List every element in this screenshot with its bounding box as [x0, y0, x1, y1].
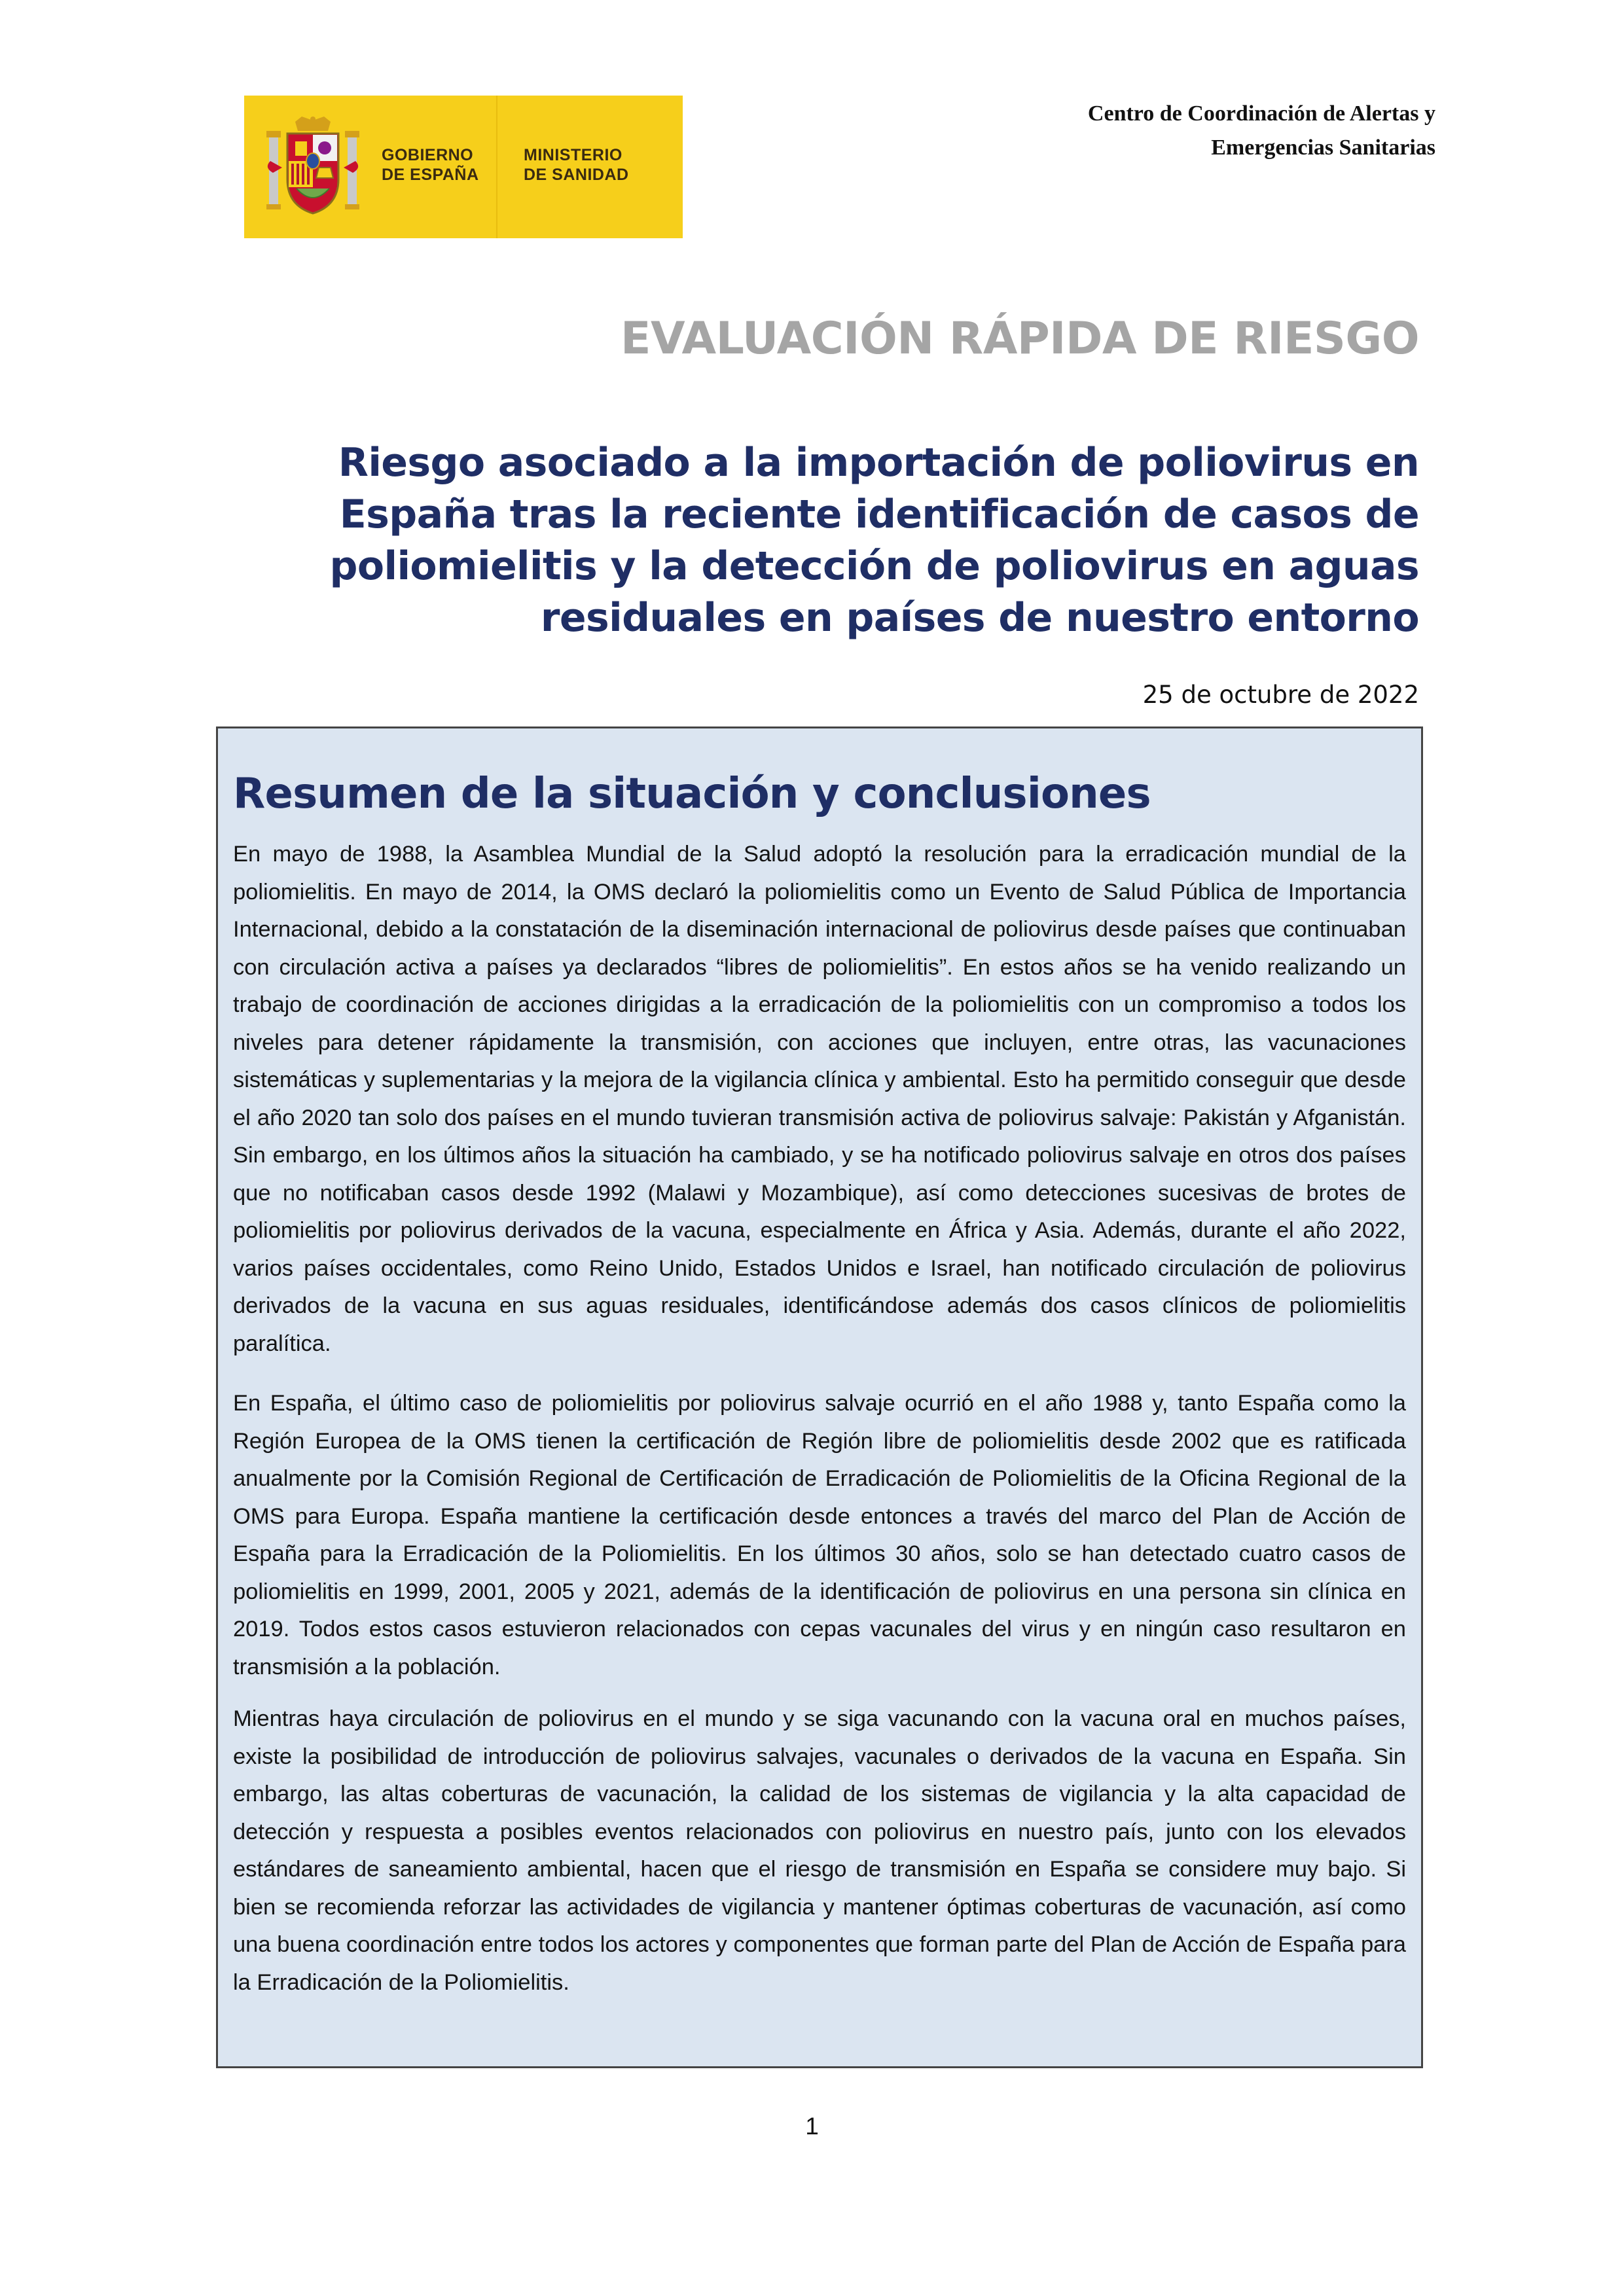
government-logo: [244, 96, 683, 238]
summary-heading: Resumen de la situación y conclusiones: [233, 770, 1151, 818]
summary-paragraph: En España, el último caso de poliomielitis por poliovirus salvaje ocurrió en el año 1988 y, tanto España como la Región Europea de la OMS tienen la certificación de Región libre de poliomielitis desde 2002 que es ratificada anualmente por la Comisión Regional de Certificación de Erradicación de Poliomielitis de la Oficina Regional de la OMS para Europa. España mantiene la certificación desde entonces a través del marco del Plan de Acción de España para la Erradicación de la Poliomielitis. En los últimos 30 años, solo se han detectado cuatro casos de poliomielitis en 1999, 2001, 2005 y 2021, además de la identificación de poliovirus en una persona sin clínica en 2019. Todos estos casos estuvieron relacionados con cepas vacunales del virus y en ningún caso resultaron en transmisión a la población.: [233, 1391, 1406, 1679]
summary-box: [216, 726, 1423, 2068]
document-type: EVALUACIÓN RÁPIDA DE RIESGO: [621, 313, 1419, 365]
logo-divider: [496, 96, 497, 238]
summary-paragraph: Mientras haya circulación de poliovirus en el mundo y se siga vacunando con la vacuna oral en muchos países, existe la posibilidad de introducción de poliovirus salvajes, vacunales o derivados de la vacuna en España. Sin embargo, las altas coberturas de vacunación, la calidad de los sistemas de vigilancia y la alta capacidad de detección y respuesta a posibles eventos relacionados con poliovirus en nuestro país, junto con los elevados estándares de saneamiento ambiental, hacen que el riesgo de transmisión en España se considere muy bajo. Si bien se recomienda reforzar las actividades de vigilancia y mantener óptimas coberturas de vacunación, así como una buena coordinación entre todos los actores y componentes que forman parte del Plan de Acción de España para la Erradicación de la Poliomielitis.: [233, 1706, 1406, 1995]
ministry-label: MINISTERIO DE SANIDAD: [524, 146, 629, 184]
organization-header: Centro de Coordinación de Alertas y Emergencias Sanitarias: [1087, 101, 1435, 160]
document-title: Riesgo asociado a la importación de poliovirus en España tras la reciente identificación de casos de poliomielitis y la detección de poliovirus en aguas residuales en países de nuestro entorno: [329, 440, 1419, 641]
document-date: 25 de octubre de 2022: [1142, 681, 1419, 709]
page-number: 1: [805, 2113, 819, 2140]
coat-of-arms-icon: [264, 115, 362, 220]
government-label: GOBIERNO DE ESPAÑA: [382, 146, 479, 184]
summary-paragraph: En mayo de 1988, la Asamblea Mundial de la Salud adoptó la resolución para la erradicación mundial de la poliomielitis. En mayo de 2014, la OMS declaró la poliomielitis como un Evento de Salud Pública de Importancia Internacional, debido a la constatación de la diseminación internacional de poliovirus desde países que continuaban con circulación activa a países ya declarados “libres de poliomielitis”. En estos años se ha venido realizando un trabajo de coordinación de acciones dirigidas a la erradicación de la poliomielitis con un compromiso a todos los niveles para detener rápidamente la transmisión, con acciones que incluyen, entre otras, las vacunaciones sistemáticas y suplementarias y la mejora de la vigilancia clínica y ambiental. Esto ha permitido conseguir que desde el año 2020 tan solo dos países en el mundo tuvieran transmisión activa de poliovirus salvaje: Pakistán y Afganistán. Sin embargo, en los últimos años la situación ha cambiado, y se ha notificado poliovirus salvaje en otros dos países que no notificaban casos desde 1992 (Malawi y Mozambique), así como detecciones sucesivas de brotes de poliomielitis por poliovirus derivados de la vacuna, especialmente en África y Asia. Además, durante el año 2022, varios países occidentales, como Reino Unido, Estados Unidos e Israel, han notificado circulación de poliovirus derivados de la vacuna en sus aguas residuales, identificándose además dos casos clínicos de poliomielitis paralítica.: [233, 842, 1406, 1356]
